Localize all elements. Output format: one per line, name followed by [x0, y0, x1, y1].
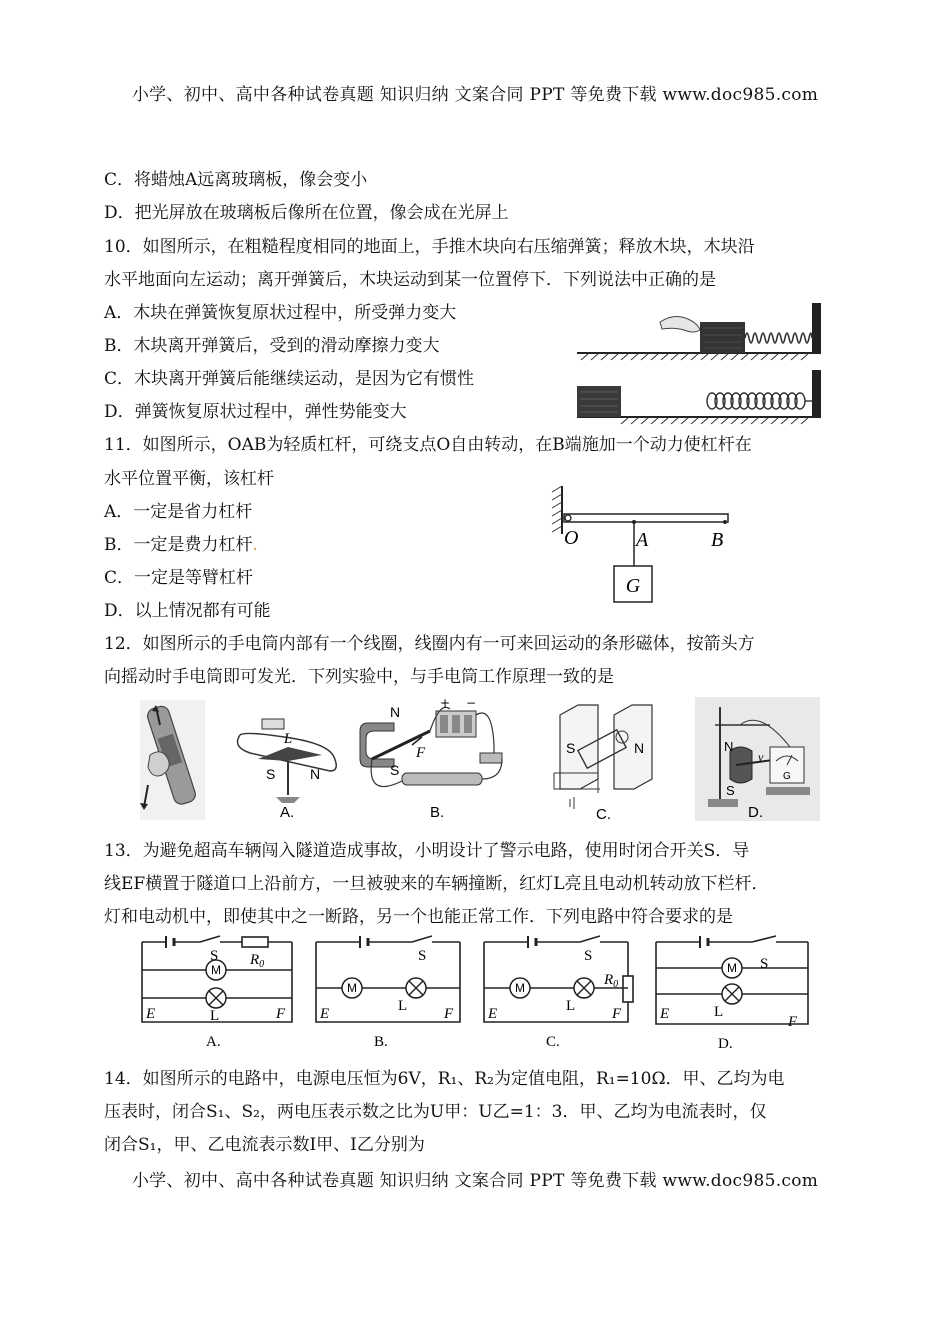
svg-text:S: S [566, 740, 576, 756]
label-o: O [564, 527, 579, 549]
svg-text:L: L [566, 998, 576, 1014]
figure-c-coil [554, 705, 652, 823]
q12-figures [140, 695, 820, 823]
q11-stem-line2: 水平位置平衡，该杠杆 [104, 469, 274, 489]
figure-c-label: C. [596, 806, 611, 823]
relaxed-spring-scene [577, 370, 821, 424]
q11-option-b: B．一定是费力杠杆. [104, 535, 258, 555]
q12-stem-line1: 12．如图所示的手电筒内部有一个线圈，线圈内有一可来回运动的条形磁体，按箭头方 [104, 634, 755, 654]
svg-text:G: G [783, 771, 791, 782]
circuit-c-label: C. [546, 1034, 560, 1050]
weight-label-g: G [625, 575, 641, 597]
figure-a-label: A. [280, 804, 295, 821]
hand-icon [148, 752, 169, 776]
q10-option-b: B．木块离开弹簧后，受到的滑动摩擦力变大 [104, 336, 440, 356]
figure-b-label: B. [430, 804, 445, 821]
figure-d-induction [695, 697, 820, 821]
magnet-pole-n [614, 705, 652, 789]
lever-figure [548, 484, 748, 609]
svg-text:R0: $R_0$ [250, 952, 265, 970]
q11-option-d: D．以上情况都有可能 [104, 601, 271, 621]
flashlight-figure [140, 700, 205, 820]
svg-text:S: S [584, 948, 593, 964]
svg-text:E: E [146, 1006, 156, 1022]
circuit-b-label: B. [374, 1034, 388, 1050]
switch-icon [480, 753, 502, 763]
svg-text:F: F [444, 1006, 454, 1022]
svg-text:−: − [466, 696, 477, 710]
figure-d-label: D. [748, 804, 763, 821]
svg-text:S: S [210, 948, 219, 964]
svg-text:N: N [724, 739, 734, 754]
hand-icon [660, 316, 700, 332]
q11-stem-line1: 11．如图所示，OAB为轻质杠杆，可绕支点O自由转动，在B端施加一个动力使杠杆在 [104, 435, 752, 455]
figure-b-motor [360, 696, 502, 821]
battery-icon [262, 719, 284, 729]
svg-text:F: F [612, 1006, 622, 1022]
q12-stem-line2: 向摇动时手电筒即可发光．下列实验中，与手电筒工作原理一致的是 [104, 667, 614, 687]
svg-text:v: v [758, 750, 764, 764]
svg-text:E: E [660, 1006, 670, 1022]
q11-option-a: A．一定是省力杠杆 [104, 502, 253, 522]
q13-circuits [138, 934, 818, 1052]
svg-text:S: S [760, 956, 769, 972]
svg-text:S: S [726, 783, 735, 798]
svg-text:N: N [634, 740, 645, 756]
label-b: B [711, 529, 724, 551]
q14-stem-line2: 压表时，闭合S₁、S₂，两电压表示数之比为U甲：U乙=1：3．甲、乙均为电流表时，仅 [104, 1102, 767, 1122]
figure-a-oersted [238, 719, 337, 821]
q13-stem-line2: 线EF横置于隧道口上沿前方，一旦被驶来的车辆撞断，红灯L亮且电动机转动放下栏杆． [104, 874, 769, 894]
relaxed-spring [707, 393, 812, 409]
motor-icon: M [211, 963, 221, 977]
compressed-spring [745, 333, 812, 343]
svg-text:+: + [440, 696, 451, 710]
svg-text:N: N [310, 766, 321, 782]
svg-text:F: F [276, 1006, 286, 1022]
svg-text:E: E [488, 1006, 498, 1022]
svg-text:S: S [390, 762, 400, 778]
q11-option-c: C．一定是等臂杠杆 [104, 568, 254, 588]
motor-icon: M [347, 981, 357, 995]
svg-text:L: L [714, 1004, 724, 1020]
circuit-b [316, 936, 460, 1022]
rheostat [402, 773, 482, 785]
wall [812, 370, 821, 418]
svg-text:S: S [418, 948, 427, 964]
label-a: A [636, 529, 649, 551]
q10-option-c: C．木块离开弹簧后能继续运动，是因为它有惯性 [104, 369, 475, 389]
spring-block-figure [575, 300, 825, 425]
svg-text:F: F [788, 1014, 798, 1030]
lever-bar [564, 514, 728, 522]
q10-stem-line2: 水平地面向左运动；离开弹簧后，木块运动到某一位置停下．下列说法中正确的是 [104, 270, 716, 290]
q14-stem-line1: 14．如图所示的电路中，电源电压恒为6V，R₁、R₂为定值电阻，R₁=10Ω．甲、乙均为电 [104, 1069, 785, 1089]
q9-option-d: D．把光屏放在玻璃板后像所在位置，像会成在光屏上 [104, 203, 509, 223]
point-b [723, 520, 727, 524]
q10-stem-line1: 10．如图所示，在粗糙程度相同的地面上，手推木块向右压缩弹簧；释放木块，木块沿 [104, 237, 755, 257]
u-magnet [360, 723, 394, 767]
svg-text:R0: $R_0$ [604, 972, 619, 990]
motor-icon: M [515, 981, 525, 995]
svg-text:S: S [266, 766, 276, 782]
q10-option-a: A．木块在弹簧恢复原状过程中，所受弹力变大 [104, 303, 457, 323]
q13-stem-line1: 13．为避免超高车辆闯入隧道造成事故，小明设计了警示电路，使用时闭合开关S．导 [104, 841, 750, 861]
svg-text:L: L [283, 731, 293, 747]
wall [812, 303, 821, 353]
q9-option-c: C．将蜡烛A远离玻璃板，像会变小 [104, 170, 368, 190]
circuit-a-label: A. [206, 1034, 221, 1050]
q13-stem-line3: 灯和电动机中，即使其中之一断路，另一个也能正常工作．下列电路中符合要求的是 [104, 907, 733, 927]
page-header: 小学、初中、高中各种试卷真题 知识归纳 文案合同 PPT 等免费下载 www.doc985.com [131, 85, 819, 105]
motor-icon: M [727, 961, 737, 975]
svg-text:F: F [416, 745, 426, 761]
svg-text:L: L [210, 1008, 220, 1024]
pivot-o [565, 515, 571, 521]
page-footer: 小学、初中、高中各种试卷真题 知识归纳 文案合同 PPT 等免费下载 www.doc985.com [131, 1171, 819, 1191]
compressed-spring-scene [577, 303, 821, 360]
circuit-d [656, 936, 808, 1024]
circuit-d-label: D. [718, 1036, 733, 1052]
q10-option-d: D．弹簧恢复原状过程中，弹性势能变大 [104, 402, 407, 422]
svg-text:L: L [398, 998, 408, 1014]
compass-needle [258, 747, 322, 761]
svg-text:E: E [320, 1006, 330, 1022]
q14-stem-line3: 闭合S₁，甲、乙电流表示数I甲、I乙分别为 [104, 1135, 425, 1155]
svg-text:N: N [390, 704, 401, 720]
